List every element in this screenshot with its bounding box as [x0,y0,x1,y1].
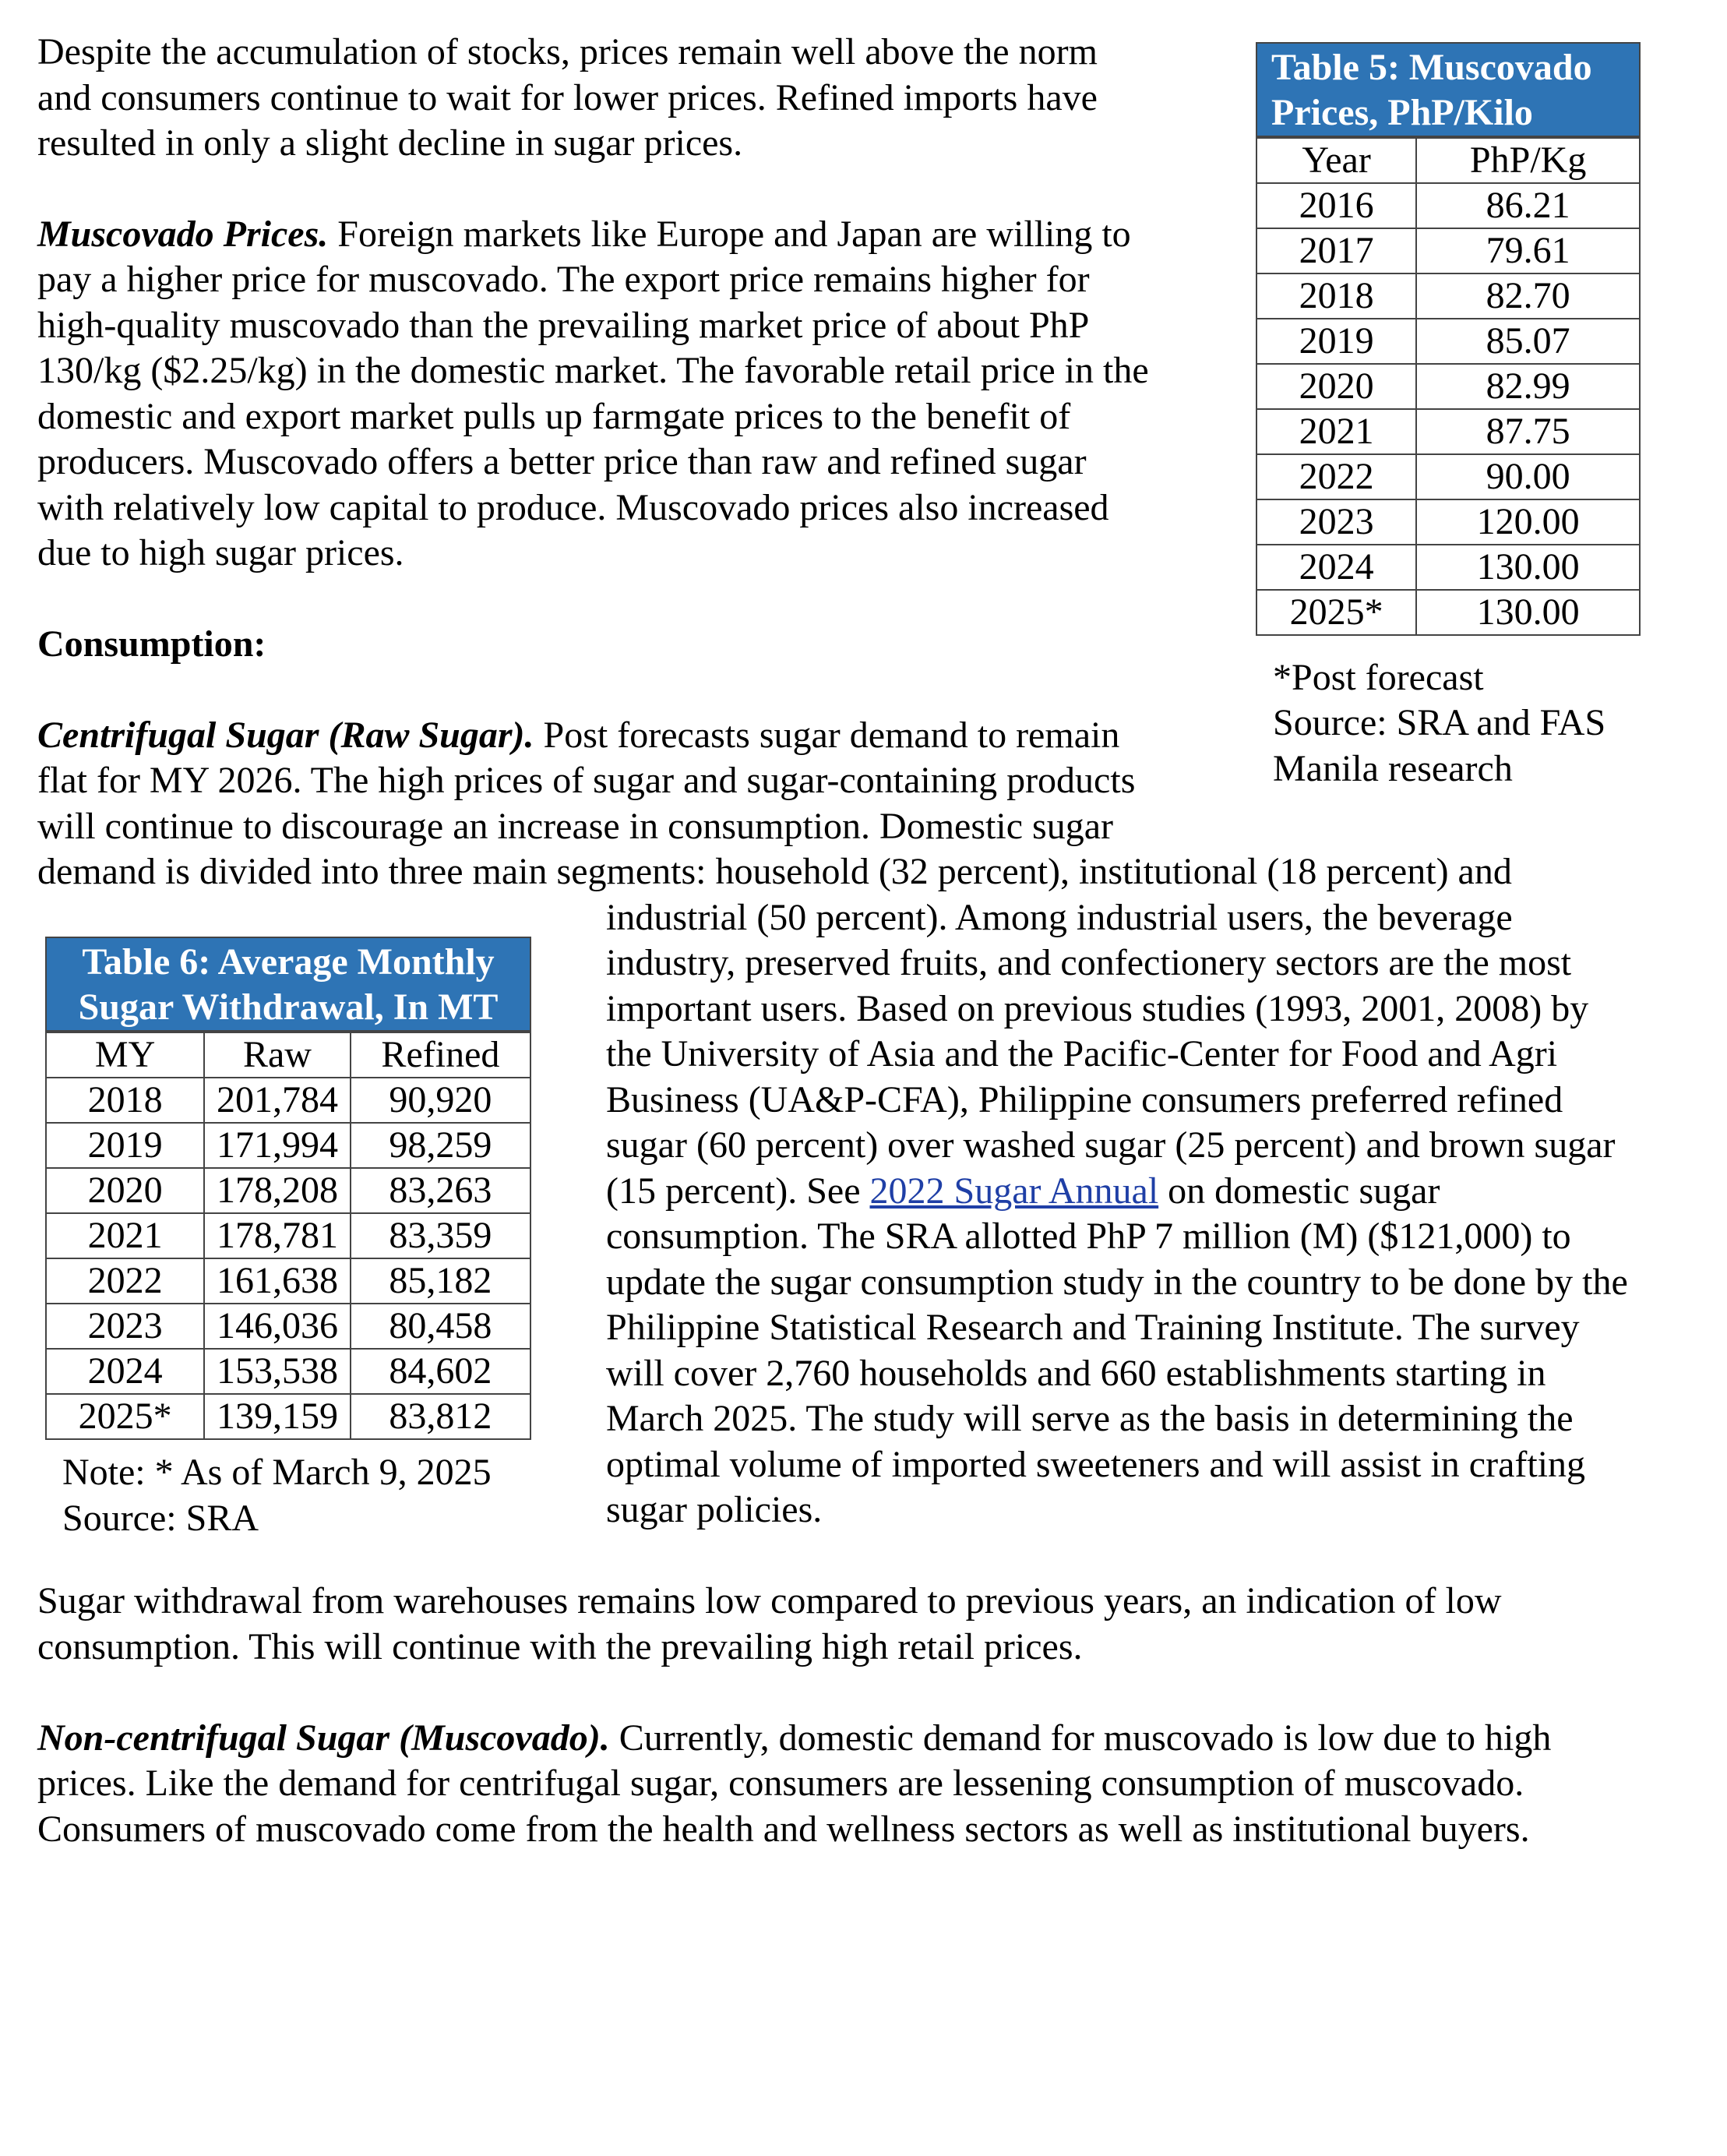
table-cell: 85.07 [1416,319,1640,364]
centrifugal-line: flat for MY 2026. The high prices of sugar and sugar-containing products [37,760,1136,801]
table-cell: 2022 [1256,454,1416,499]
table-cell: 2023 [1256,499,1416,545]
centrifugal-line: consumption. The SRA allotted PhP 7 million (M) ($121,000) to [606,1216,1571,1257]
table-cell: 2020 [46,1168,204,1213]
table-5-caption [1256,42,1641,137]
table-cell: 83,263 [351,1168,530,1213]
table-cell: 178,781 [204,1213,351,1258]
table-cell: 83,359 [351,1213,530,1258]
centrifugal-line: Business (UA&P-CFA), Philippine consumers preferred refined [606,1079,1563,1120]
centrifugal-line: Philippine Statistical Research and Training Institute. The survey [606,1307,1580,1348]
table-cell: 82.99 [1416,364,1640,409]
table-header-row [1256,138,1640,183]
table-cell: 98,259 [351,1123,530,1168]
table-cell: 161,638 [204,1258,351,1304]
table-header-cell: MY [46,1032,204,1078]
table-cell: 201,784 [204,1078,351,1123]
table-cell: 2019 [46,1123,204,1168]
table-row [1256,183,1640,228]
centrifugal-line: sugar policies. [606,1489,823,1530]
table-5-source: Manila research [1273,748,1513,789]
table-6-caption-line: Sugar Withdrawal, In MT [78,986,499,1028]
table-row [1256,545,1640,590]
table-cell: 2018 [46,1078,204,1123]
withdrawal-line: consumption. This will continue with the prevailing high retail prices. [37,1626,1083,1667]
table-cell: 2025* [46,1394,204,1439]
table-6 [45,937,531,1440]
noncentrifugal-line: Consumers of muscovado come from the health and wellness sectors as well as institutional buyers. [37,1808,1530,1850]
table-row [1256,499,1640,545]
muscovado-heading: Muscovado Prices. [37,213,329,255]
intro-line: Despite the accumulation of stocks, prices remain well above the norm [37,31,1098,72]
centrifugal-line: sugar (60 percent) over washed sugar (25 percent) and brown sugar [606,1124,1616,1166]
noncentrifugal-line-rest: Currently, domestic demand for muscovado is low due to high [609,1717,1552,1759]
table-6-caption-line: Table 6: Average Monthly [82,941,495,983]
table-header-row [46,1032,530,1078]
centrifugal-line-rest: Post forecasts sugar demand to remain [534,715,1120,756]
table-row [46,1304,530,1349]
table-cell: 2017 [1256,228,1416,273]
table-row [46,1213,530,1258]
table-cell: 120.00 [1416,499,1640,545]
table-cell: 2021 [46,1213,204,1258]
centrifugal-link-line [606,1169,1440,1215]
withdrawal-line: Sugar withdrawal from warehouses remains low compared to previous years, an indication of low [37,1580,1502,1621]
centrifugal-line: demand is divided into three main segments: household (32 percent), institutional (18 percent) and [37,851,1512,892]
muscovado-line: 130/kg ($2.25/kg) in the domestic market. The favorable retail price in the [37,350,1149,391]
table-cell: 85,182 [351,1258,530,1304]
intro-line: and consumers continue to wait for lower prices. Refined imports have [37,77,1098,118]
centrifugal-heading: Centrifugal Sugar (Raw Sugar). [37,715,534,756]
centrifugal-line: important users. Based on previous studies (1993, 2001, 2008) by [606,988,1589,1029]
table-6-note: Note: * As of March 9, 2025 [62,1452,492,1493]
table-6-source: Source: SRA [62,1498,259,1539]
muscovado-line: domestic and export market pulls up farmgate prices to the benefit of [37,396,1071,437]
table-header-cell: Year [1256,138,1416,183]
centrifugal-line: industrial (50 percent). Among industrial users, the beverage [606,897,1513,938]
noncentrifugal-line: prices. Like the demand for centrifugal sugar, consumers are lessening consumption of muscovado. [37,1763,1524,1804]
muscovado-line-rest: Foreign markets like Europe and Japan are willing to [328,213,1131,255]
noncentrifugal-heading: Non-centrifugal Sugar (Muscovado). [37,1717,610,1759]
table-row [46,1078,530,1123]
sugar-annual-link[interactable]: 2022 Sugar Annual [869,1170,1159,1212]
table-cell: 83,812 [351,1394,530,1439]
table-cell: 84,602 [351,1349,530,1394]
centrifugal-line: the University of Asia and the Pacific-Center for Food and Agri [606,1033,1558,1074]
link-suffix: on domestic sugar [1158,1170,1440,1212]
table-cell: 2018 [1256,273,1416,319]
muscovado-line: due to high sugar prices. [37,532,404,573]
table-cell: 2020 [1256,364,1416,409]
table-row [1256,364,1640,409]
table-cell: 2021 [1256,409,1416,454]
table-row [1256,590,1640,635]
centrifugal-line: optimal volume of imported sweeteners and will assist in crafting [606,1444,1586,1485]
table-row [1256,319,1640,364]
table-header-cell: Refined [351,1032,530,1078]
centrifugal-line: will continue to discourage an increase in consumption. Domestic sugar [37,806,1113,847]
link-prefix: (15 percent). See [606,1170,870,1212]
table-header-cell: PhP/Kg [1416,138,1640,183]
consumption-heading: Consumption: [37,623,266,665]
table-header-cell: Raw [204,1032,351,1078]
table-5-caption-line: Table 5: Muscovado [1271,47,1592,88]
table-row [46,1349,530,1394]
table-row [46,1258,530,1304]
table-cell: 2024 [1256,545,1416,590]
table-cell: 130.00 [1416,590,1640,635]
table-cell: 90.00 [1416,454,1640,499]
table-cell: 2025* [1256,590,1416,635]
table-cell: 130.00 [1416,545,1640,590]
table-cell: 2016 [1256,183,1416,228]
table-5 [1256,42,1641,636]
table-cell: 2019 [1256,319,1416,364]
table-5-grid [1256,137,1641,636]
table-cell: 80,458 [351,1304,530,1349]
table-cell: 2023 [46,1304,204,1349]
table-5-note: *Post forecast [1273,657,1484,698]
centrifugal-line: update the sugar consumption study in the country to be done by the [606,1261,1628,1303]
table-6-caption [45,937,531,1032]
centrifugal-first-line [37,713,1119,759]
table-cell: 146,036 [204,1304,351,1349]
table-cell: 87.75 [1416,409,1640,454]
centrifugal-line: industry, preserved fruits, and confectionery sectors are the most [606,942,1572,983]
table-cell: 90,920 [351,1078,530,1123]
table-cell: 2024 [46,1349,204,1394]
muscovado-line: high-quality muscovado than the prevailing market price of about PhP [37,305,1090,346]
table-row [1256,228,1640,273]
table-cell: 139,159 [204,1394,351,1439]
table-cell: 79.61 [1416,228,1640,273]
noncentrifugal-first-line [37,1716,1551,1762]
table-cell: 153,538 [204,1349,351,1394]
table-cell: 178,208 [204,1168,351,1213]
table-cell: 171,994 [204,1123,351,1168]
table-row [1256,273,1640,319]
table-row [46,1394,530,1439]
muscovado-line: with relatively low capital to produce. Muscovado prices also increased [37,487,1109,528]
table-cell: 2022 [46,1258,204,1304]
muscovado-first-line [37,212,1131,258]
table-5-caption-line: Prices, PhP/Kilo [1271,92,1533,133]
table-row [46,1123,530,1168]
intro-line: resulted in only a slight decline in sugar prices. [37,122,743,164]
table-cell: 86.21 [1416,183,1640,228]
muscovado-line: producers. Muscovado offers a better price than raw and refined sugar [37,441,1087,482]
centrifugal-line: March 2025. The study will serve as the basis in determining the [606,1398,1574,1439]
table-6-grid [45,1032,531,1440]
muscovado-line: pay a higher price for muscovado. The export price remains higher for [37,259,1090,300]
centrifugal-line: will cover 2,760 households and 660 establishments starting in [606,1353,1546,1394]
table-row [46,1168,530,1213]
table-5-source: Source: SRA and FAS [1273,702,1606,743]
table-row [1256,409,1640,454]
table-cell: 82.70 [1416,273,1640,319]
table-row [1256,454,1640,499]
